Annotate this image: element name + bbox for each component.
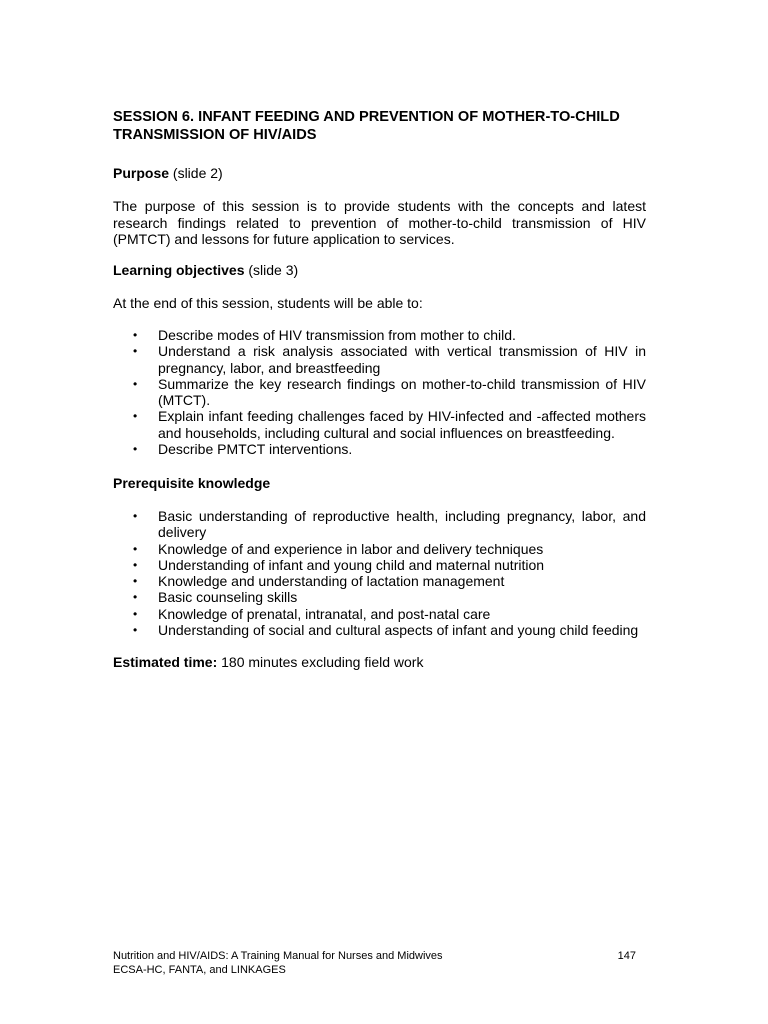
bullet-icon: • — [133, 590, 138, 605]
estimated-time-value: 180 minutes excluding field work — [221, 654, 424, 670]
objectives-intro: At the end of this session, students will be able to: — [113, 295, 423, 311]
bullet-icon: • — [133, 541, 138, 556]
list-item — [113, 441, 646, 457]
prerequisite-heading — [113, 475, 270, 492]
list-item — [113, 622, 646, 638]
objectives-slide-note: (slide 3) — [248, 262, 299, 278]
purpose-paragraph: The purpose of this session is to provide students with the concepts and latest research findings related to prevention of mother-to-child transmission of HIV (PMTCT) and lessons for future application to services. — [113, 198, 646, 247]
list-item-text: Describe modes of HIV transmission from mother to child. — [158, 327, 516, 343]
list-item-text: Understanding of infant and young child and maternal nutrition — [158, 556, 545, 573]
bullet-icon: • — [133, 344, 138, 359]
list-item-text: Basic understanding of reproductive health, including pregnancy, labor, and delivery — [158, 508, 646, 541]
list-item-text: Describe PMTCT interventions. — [158, 441, 353, 458]
bullet-icon: • — [133, 376, 138, 391]
objectives-heading-label: Learning objectives — [113, 262, 245, 278]
footer-manual-title: Nutrition and HIV/AIDS: A Training Manual for Nurses and Midwives — [113, 950, 443, 962]
bullet-icon: • — [133, 557, 138, 572]
list-item-text: Basic counseling skills — [158, 589, 298, 606]
bullet-icon: • — [133, 574, 138, 589]
list-item — [113, 573, 646, 589]
footer-citation — [113, 950, 443, 977]
estimated-time-label: Estimated time: — [113, 654, 218, 670]
objectives-list — [113, 327, 646, 457]
list-item — [113, 541, 646, 557]
bullet-icon: • — [133, 623, 138, 638]
bullet-icon: • — [133, 509, 138, 523]
session-title: SESSION 6. INFANT FEEDING AND PREVENTION OF MOTHER-TO-CHILD TRANSMISSION OF HIV/AIDS — [113, 109, 620, 143]
list-item — [113, 343, 646, 376]
page-number: 147 — [617, 950, 636, 962]
prerequisite-heading-label: Prerequisite knowledge — [113, 475, 271, 491]
document-page — [113, 0, 646, 1024]
bullet-icon: • — [133, 328, 138, 342]
list-item — [113, 589, 646, 605]
list-item-text: Knowledge of prenatal, intranatal, and post-natal care — [158, 605, 491, 622]
list-item-text: Knowledge of and experience in labor and delivery techniques — [158, 540, 544, 557]
purpose-slide-note: (slide 2) — [172, 165, 223, 181]
list-item-text: Understanding of social and cultural aspects of infant and young child feeding — [158, 622, 639, 639]
list-item-text: Explain infant feeding challenges faced by HIV-infected and -affected mothers and households, including cultural and social influences on breastfeeding. — [158, 408, 646, 441]
bullet-icon: • — [133, 442, 138, 457]
list-item-text: Understand a risk analysis associated with vertical transmission of HIV in pregnancy, labor, and breastfeeding — [158, 343, 646, 376]
purpose-heading — [113, 165, 223, 182]
list-item-text: Knowledge and understanding of lactation management — [158, 573, 505, 590]
purpose-heading-label: Purpose — [113, 165, 170, 181]
bullet-icon: • — [133, 409, 138, 424]
list-item-text: Summarize the key research findings on mother-to-child transmission of HIV (MTCT). — [158, 375, 646, 409]
footer-organizations: ECSA-HC, FANTA, and LINKAGES — [113, 963, 286, 976]
list-item — [113, 508, 646, 541]
list-item — [113, 557, 646, 573]
list-item — [113, 408, 646, 441]
objectives-heading — [113, 262, 298, 279]
list-item — [113, 327, 646, 343]
estimated-time — [113, 654, 423, 671]
bullet-icon: • — [133, 606, 138, 621]
list-item — [113, 376, 646, 409]
prerequisite-list — [113, 508, 646, 638]
list-item — [113, 606, 646, 622]
